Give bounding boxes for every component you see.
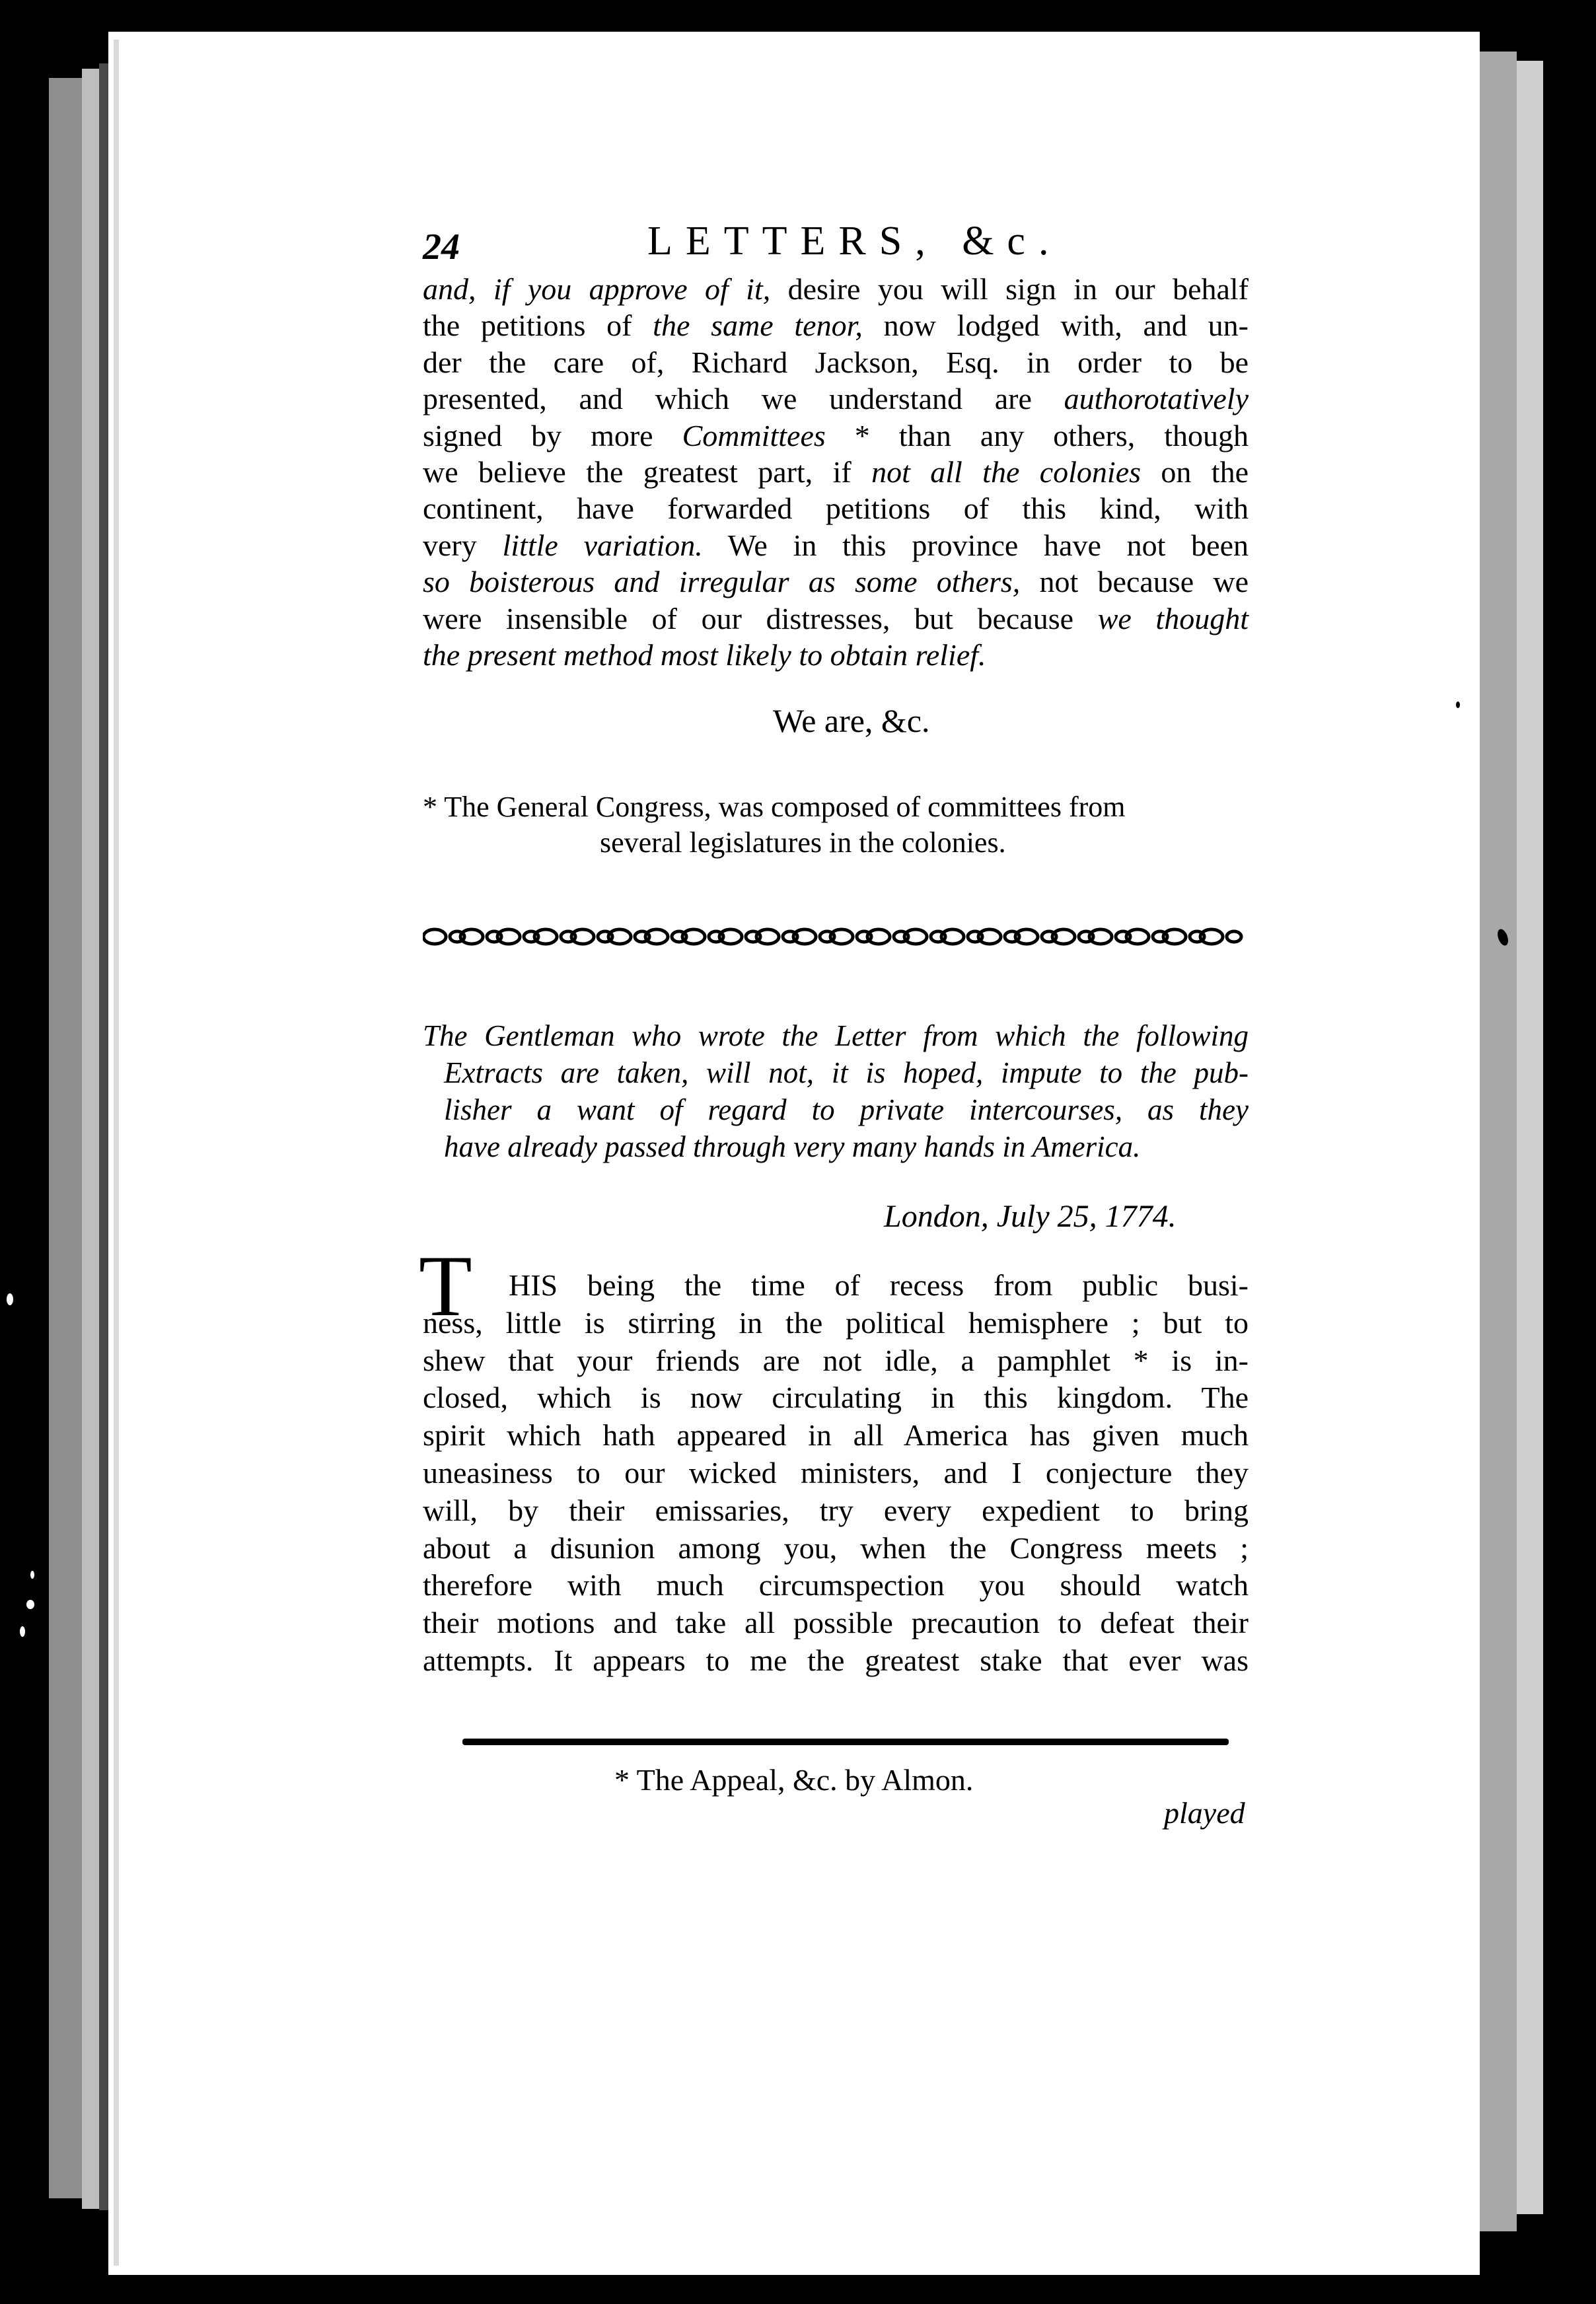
text-line: spirit which hath appeared in all America has given much — [423, 1418, 1249, 1453]
catchword: played — [1164, 1796, 1245, 1830]
text-line: presented, and which we understand are authorotatively — [423, 382, 1249, 416]
text-line: and, if you approve of it, desire you will sign in our behalf — [423, 272, 1249, 306]
text-line: der the care of, Richard Jackson, Esq. in order to be — [423, 345, 1249, 379]
binding-edge — [49, 78, 82, 2198]
letter-dateline: London, July 25, 1774. — [884, 1199, 1177, 1234]
footnote-line: several legislatures in the colonies. — [600, 826, 1006, 859]
scan-speck — [7, 1293, 13, 1305]
text-line: continent, have forwarded petitions of this kind, with — [423, 491, 1249, 526]
binding-edge-light — [82, 69, 99, 2209]
text-line: we believe the greatest part, if not all the colonies on the — [423, 455, 1249, 489]
binding-shadow — [99, 63, 108, 2210]
text-line: so boisterous and irregular as some others, not because we — [423, 565, 1249, 599]
text-line: shew that your friends are not idle, a pamphlet * is in- — [423, 1343, 1249, 1377]
text-line: The Gentleman who wrote the Letter from which the following — [423, 1019, 1249, 1052]
text-line: were insensible of our distresses, but because we thought — [423, 601, 1249, 635]
page-number: 24 — [423, 227, 460, 268]
page-crease — [114, 40, 119, 2266]
chain-link — [423, 929, 446, 944]
scan-speck — [20, 1626, 25, 1637]
letter-body-continued — [423, 271, 1249, 673]
ink-mark — [1456, 702, 1460, 708]
scan-speck — [30, 1571, 34, 1579]
text-line: Extracts are taken, will not, it is hoped, impute to the pub- — [444, 1056, 1249, 1089]
text-line: ness, little is stirring in the political hemisphere ; but to — [423, 1305, 1249, 1340]
footnote-line: * The General Congress, was composed of committees from — [423, 791, 1126, 823]
footnote-congress — [423, 789, 1125, 861]
text-line: signed by more Committees * than any others, though — [423, 418, 1249, 452]
chain-link — [1227, 931, 1241, 942]
text-line: lisher a want of regard to private intercourses, as they — [444, 1093, 1249, 1126]
text-line: uneasiness to our wicked ministers, and I conjecture they — [423, 1455, 1249, 1490]
page-stack-edge-light — [1517, 61, 1543, 2214]
footnote-appeal: * The Appeal, &c. by Almon. — [614, 1763, 974, 1797]
running-head: LETTERS, &c. — [647, 219, 1062, 264]
text-line: therefore with much circumspection you should watch — [423, 1568, 1249, 1602]
text-line: the present method most likely to obtain relief. — [423, 638, 986, 672]
letter-body — [423, 1267, 1249, 1680]
editorial-note — [423, 1017, 1249, 1165]
text-line: will, by their emissaries, try every expedient to bring — [423, 1493, 1249, 1527]
decorative-chain-rule — [423, 921, 1245, 952]
text-line: have already passed through very many hands in America. — [444, 1130, 1141, 1163]
scan-speck — [26, 1600, 34, 1609]
drop-cap: T — [419, 1237, 472, 1334]
footnote-rule — [462, 1739, 1229, 1745]
text-line: closed, which is now circulating in this kingdom. The — [423, 1381, 1249, 1415]
text-line: very little variation. We in this province have not been — [423, 528, 1249, 562]
text-line: HIS being the time of recess from public busi- — [509, 1268, 1249, 1302]
closing-salutation: We are, &c. — [773, 702, 930, 739]
text-line: about a disunion among you, when the Congress meets ; — [423, 1530, 1249, 1565]
text-line: their motions and take all possible precaution to defeat their — [423, 1606, 1249, 1640]
text-line: attempts. It appears to me the greatest stake that ever was — [423, 1643, 1249, 1677]
text-line: the petitions of the same tenor, now lodged with, and un- — [423, 308, 1249, 343]
